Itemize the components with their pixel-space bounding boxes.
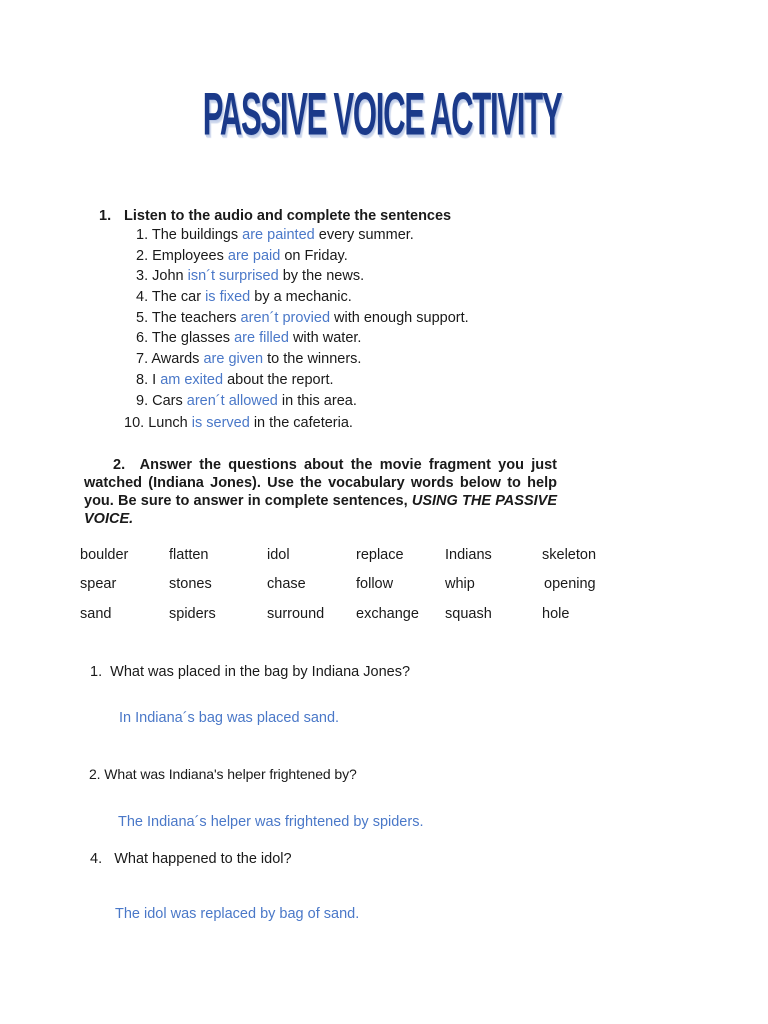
question-item: 2. What was Indiana's helper frightened by? [89,766,357,782]
answer-text: The Indiana´s helper was frightened by spiders. [118,814,424,830]
vocab-word: Indians [445,547,492,563]
vocab-word: boulder [80,547,129,563]
section1-heading-text: Listen to the audio and complete the sentences [124,208,452,224]
vocab-word: chase [267,576,306,592]
vocab-word: opening [544,576,596,592]
vocab-word: spiders [169,606,216,622]
vocab-word: follow [356,576,394,592]
vocab-word: exchange [356,606,419,622]
sentence-answer: are given [203,351,264,367]
sentence-answer: are paid [227,248,281,264]
question-text: What was placed in the bag by Indiana Jones? [110,664,411,680]
section2-text: Answer the questions about the movie fragment you just watched (Indiana Jones). Use the vocabulary words below to help you. Be sure to answer in complete sentences, [84,457,557,509]
question-text: What happened to the idol? [114,851,292,867]
sentence-answer: is served [191,415,250,431]
sentence-answer: am exited [160,372,224,388]
sentence-item: 10. Lunch is served in the cafeteria. [124,415,353,431]
sentence-item: 8. I am exited about the report. [136,372,334,388]
sentence-answer: aren´t allowed [186,393,278,409]
section1-heading [99,208,451,224]
sentence-answer: is fixed [205,289,251,305]
section2-emphasis: USING THE PASSIVE VOICE. [84,493,557,527]
question-item: 1. What was placed in the bag by Indiana Jones? [90,664,411,680]
sentence-item: 5. The teachers aren´t provied with enough support. [136,310,469,326]
sentence-item: 2. Employees are paid on Friday. [136,248,348,264]
vocab-word: sand [80,606,112,622]
vocab-word: stones [169,576,212,592]
sentence-answer: aren´t provied [240,310,331,326]
sentence-item: 4. The car is fixed by a mechanic. [136,289,352,305]
question-item: 4. What happened to the idol? [90,851,292,867]
vocab-word: skeleton [542,547,597,563]
sentence-item: 3. John isn´t surprised by the news. [136,268,365,284]
answer-text: In Indiana´s bag was placed sand. [119,710,340,726]
section2-number: 2. [113,457,126,473]
vocab-word: spear [80,576,117,592]
vocab-word: hole [542,606,570,622]
sentence-item: 6. The glasses are filled with water. [136,330,362,346]
page-title: PASSIVE VOICE ACTIVITY [202,80,562,148]
sentence-item: 1. The buildings are painted every summer. [136,227,414,243]
question-text: What was Indiana's helper frightened by? [104,766,357,782]
section1-number: 1. [99,208,112,224]
sentence-answer: are filled [234,330,289,346]
section2-instructions [84,456,557,528]
vocab-word: squash [445,606,492,622]
sentence-answer: isn´t surprised [187,268,279,284]
vocab-word: replace [356,547,404,563]
vocab-word: whip [445,576,475,592]
sentence-item: 7. Awards are given to the winners. [136,351,362,367]
vocab-word: flatten [169,547,209,563]
sentence-item: 9. Cars aren´t allowed in this area. [136,393,357,409]
answer-text: The idol was replaced by bag of sand. [115,906,360,922]
sentence-answer: are painted [242,227,315,243]
vocab-word: idol [267,547,290,563]
vocab-word: surround [267,606,325,622]
